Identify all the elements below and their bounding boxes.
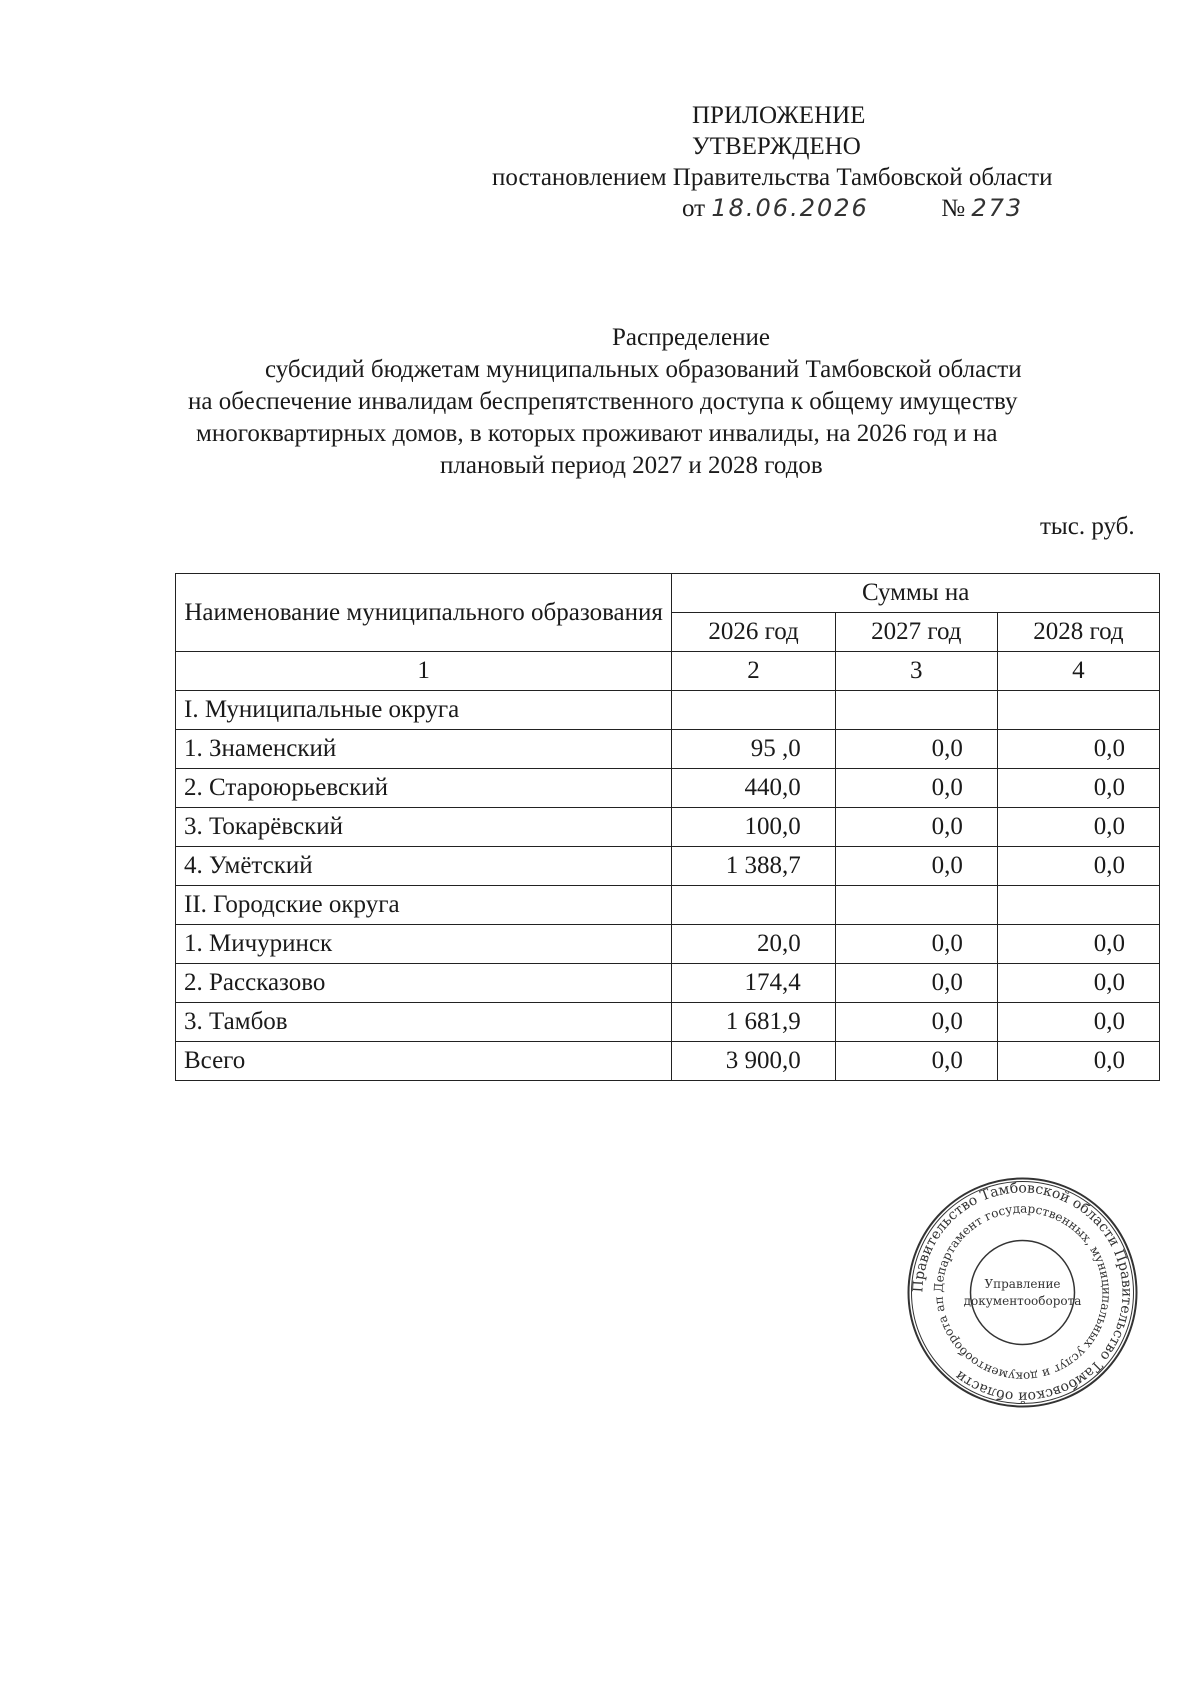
amount-2028: 0,0 xyxy=(997,847,1159,886)
amount-2027: 0,0 xyxy=(835,769,997,808)
handwritten-date: 18.06.2026 xyxy=(711,194,869,222)
heading-line-5: плановый период 2027 и 2028 годов xyxy=(440,452,823,479)
column-header-2028: 2028 год xyxy=(997,613,1159,652)
resolution-date-line xyxy=(682,193,1200,229)
section-title: II. Городские округа xyxy=(176,886,672,925)
amount-2028: 0,0 xyxy=(997,769,1159,808)
table-row xyxy=(176,1003,1160,1042)
empty-cell xyxy=(672,886,835,925)
municipality-name: 3. Тамбов xyxy=(176,1003,672,1042)
table-header-row xyxy=(176,574,1160,613)
approved-label: УТВЕРЖДЕНО xyxy=(692,133,861,160)
municipality-name: 2. Староюрьевский xyxy=(176,769,672,808)
amount-2028: 0,0 xyxy=(997,964,1159,1003)
table-row xyxy=(176,730,1160,769)
amount-2027: 0,0 xyxy=(835,730,997,769)
appendix-label: ПРИЛОЖЕНИЕ xyxy=(692,102,866,129)
amount-2027: 0,0 xyxy=(835,1003,997,1042)
seal-center-line-1: Управление xyxy=(984,1277,1061,1291)
heading-title: Распределение xyxy=(612,324,770,351)
handwritten-number: 273 xyxy=(971,194,1024,222)
amount-2026: 20,0 xyxy=(672,925,835,964)
amount-2026: 95 ,0 xyxy=(672,730,835,769)
empty-cell xyxy=(997,691,1159,730)
municipality-name: 1. Мичуринск xyxy=(176,925,672,964)
total-2027: 0,0 xyxy=(835,1042,997,1081)
empty-cell xyxy=(997,886,1159,925)
svg-text:Правительство Тамбовской облас: Правительство Тамбовской области Правительство Тамбовской области xyxy=(910,1180,1135,1405)
number-prefix: № xyxy=(941,195,966,222)
table-row xyxy=(176,808,1160,847)
heading-line-4: многоквартирных домов, в которых проживают инвалиды, на 2026 год и на xyxy=(196,420,998,447)
total-2026: 3 900,0 xyxy=(672,1042,835,1081)
column-number: 4 xyxy=(997,652,1159,691)
heading-line-3: на обеспечение инвалидам беспрепятственного доступа к общему имуществу xyxy=(188,388,1018,415)
municipality-name: 2. Рассказово xyxy=(176,964,672,1003)
empty-cell xyxy=(835,691,997,730)
amount-2027: 0,0 xyxy=(835,925,997,964)
amount-2027: 0,0 xyxy=(835,808,997,847)
amount-2028: 0,0 xyxy=(997,808,1159,847)
column-number: 2 xyxy=(672,652,835,691)
table-row xyxy=(176,769,1160,808)
resolution-label: постановлением Правительства Тамбовской области xyxy=(492,164,1053,191)
amount-2028: 0,0 xyxy=(997,1003,1159,1042)
column-number: 3 xyxy=(835,652,997,691)
official-seal xyxy=(905,1175,1140,1410)
total-2028: 0,0 xyxy=(997,1042,1159,1081)
amount-2027: 0,0 xyxy=(835,964,997,1003)
units-label: тыс. руб. xyxy=(1040,513,1135,540)
date-prefix: от xyxy=(682,195,706,222)
table-column-numbers-row xyxy=(176,652,1160,691)
empty-cell xyxy=(672,691,835,730)
heading-line-2: субсидий бюджетам муниципальных образований Тамбовской области xyxy=(265,356,1022,383)
amount-2026: 100,0 xyxy=(672,808,835,847)
section-row xyxy=(176,886,1160,925)
amount-2026: 1 388,7 xyxy=(672,847,835,886)
approval-block xyxy=(470,100,1150,229)
total-row xyxy=(176,1042,1160,1081)
column-header-sums: Суммы на xyxy=(672,574,1160,613)
subsidy-table xyxy=(175,573,1160,1081)
amount-2026: 174,4 xyxy=(672,964,835,1003)
table-row xyxy=(176,964,1160,1003)
section-row xyxy=(176,691,1160,730)
amount-2026: 440,0 xyxy=(672,769,835,808)
amount-2028: 0,0 xyxy=(997,925,1159,964)
column-header-2026: 2026 год xyxy=(672,613,835,652)
column-number: 1 xyxy=(176,652,672,691)
column-header-name: Наименование муниципального образования xyxy=(176,574,672,652)
seal-center-line-2: документооборота xyxy=(963,1294,1082,1308)
municipality-name: 1. Знаменский xyxy=(176,730,672,769)
empty-cell xyxy=(835,886,997,925)
amount-2027: 0,0 xyxy=(835,847,997,886)
municipality-name: 4. Умётский xyxy=(176,847,672,886)
municipality-name: 3. Токарёвский xyxy=(176,808,672,847)
table-row xyxy=(176,925,1160,964)
svg-text:Департамент государственных, м: Департамент государственных, муниципальных услуг и документооборота ап xyxy=(931,1201,1114,1384)
table-row xyxy=(176,847,1160,886)
section-title: I. Муниципальные округа xyxy=(176,691,672,730)
column-header-2027: 2027 год xyxy=(835,613,997,652)
amount-2028: 0,0 xyxy=(997,730,1159,769)
amount-2026: 1 681,9 xyxy=(672,1003,835,1042)
total-label: Всего xyxy=(176,1042,672,1081)
